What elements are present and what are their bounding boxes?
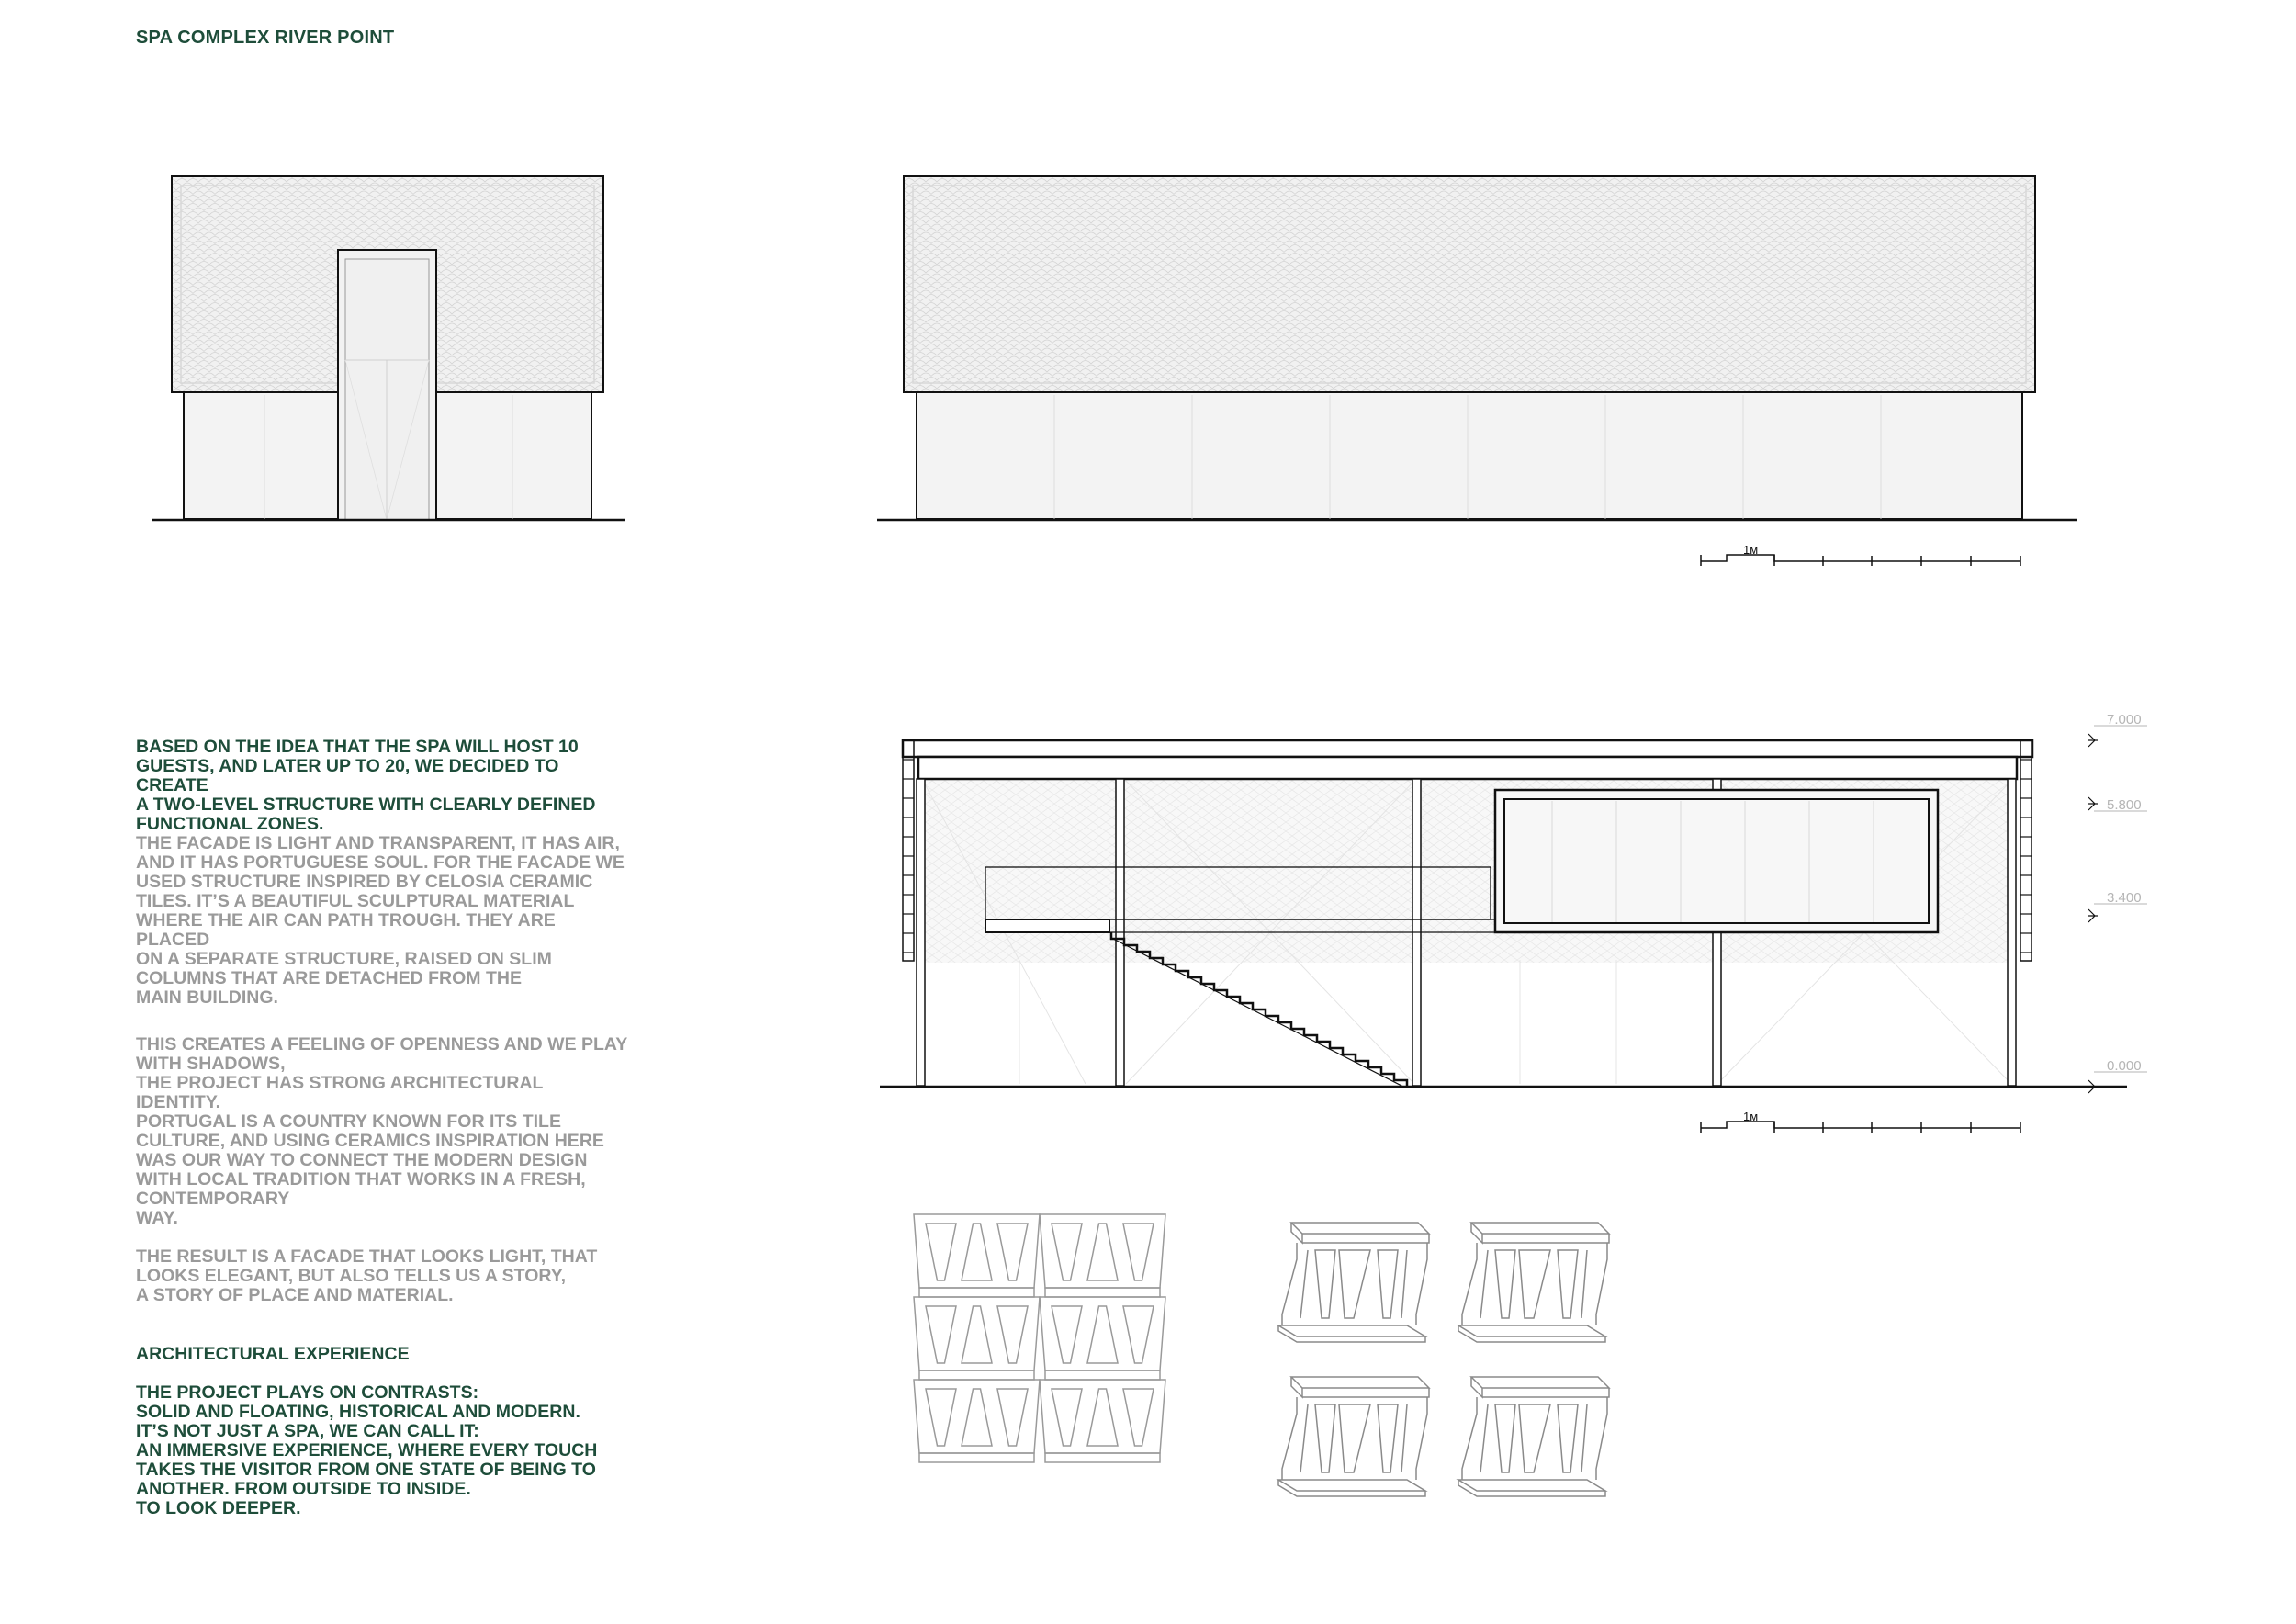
tile-cell bbox=[962, 1224, 992, 1280]
tile-cell bbox=[962, 1389, 992, 1446]
tile-block bbox=[1040, 1380, 1165, 1453]
tile-cell bbox=[997, 1389, 1028, 1446]
tile-cell bbox=[1052, 1306, 1082, 1363]
intro-text: BASED ON THE IDEA THAT THE SPA WILL HOST 10 GUESTS, AND LATER UP TO 20, WE DECIDED TO CREATE A TWO-LEVEL STRUCTURE WITH CLEARLY DEFINED FUNCTIONAL ZONES. bbox=[136, 737, 596, 834]
celosia-tile-wall bbox=[914, 1214, 1165, 1462]
section-column-left bbox=[917, 779, 925, 1086]
tile-cell bbox=[997, 1224, 1028, 1280]
tile-block-base bbox=[1045, 1288, 1160, 1297]
section-roof-slab bbox=[903, 740, 2032, 757]
front-elevation bbox=[152, 176, 625, 520]
side-base-wall bbox=[917, 390, 2022, 519]
tile-cell bbox=[926, 1306, 956, 1363]
tile-block-base bbox=[919, 1288, 1034, 1297]
result-text: THE RESULT IS A FACADE THAT LOOKS LIGHT, THAT LOOKS ELEGANT, BUT ALSO TELLS US A STORY, A STORY OF PLACE AND MATERIAL. bbox=[136, 1246, 598, 1305]
portugal-text: PORTUGAL IS A COUNTRY KNOWN FOR ITS TILE CULTURE, AND USING CERAMICS INSPIRATION HERE WAS OUR WAY TO CONNECT THE MODERN DESIGN WITH LOCAL TRADITION THAT WORKS IN A FRESH, CONTEMPORARY WAY. bbox=[136, 1111, 604, 1228]
level-label-upper: 5.800 bbox=[2107, 797, 2142, 813]
page-title: SPA COMPLEX RIVER POINT bbox=[136, 28, 395, 48]
tile-module bbox=[1278, 1223, 1429, 1342]
level-markers bbox=[2088, 712, 2147, 1093]
level-label-roof: 7.000 bbox=[2107, 712, 2142, 727]
tile-cell bbox=[962, 1306, 992, 1363]
section-landing bbox=[985, 919, 1109, 932]
tile-module bbox=[1458, 1377, 1609, 1496]
tile-block bbox=[1040, 1214, 1165, 1288]
tile-cell bbox=[1087, 1389, 1118, 1446]
scale-bar-label: 1м bbox=[1743, 543, 1759, 557]
section-right-tile-screen bbox=[2020, 740, 2032, 961]
celosia-tile-modules bbox=[1278, 1223, 1609, 1496]
tile-cell bbox=[926, 1224, 956, 1280]
tile-cell bbox=[1052, 1389, 1082, 1446]
tile-block bbox=[1040, 1297, 1165, 1370]
tile-block-base bbox=[1045, 1453, 1160, 1462]
tile-cell bbox=[1123, 1389, 1154, 1446]
tile-cell bbox=[1087, 1224, 1118, 1280]
facade-text: THE FACADE IS LIGHT AND TRANSPARENT, IT HAS AIR, AND IT HAS PORTUGUESE SOUL. FOR THE FACADE WE USED STRUCTURE INSPIRED BY CELOSIA CERAMIC TILES. IT’S A BEAUTIFUL SCULPTURAL MATERIAL WHERE THE AIR CAN PATH TROUGH. THEY ARE PLACED ON A SEPARATE STRUCTURE, RAISED ON SLIM COLUMNS THAT ARE DETACHED FROM THE MAIN BUILDING. bbox=[136, 833, 625, 1008]
tile-block-base bbox=[919, 1453, 1034, 1462]
tile-cell bbox=[1123, 1224, 1154, 1280]
section-left-tile-screen bbox=[903, 740, 914, 961]
scale-bar-label: 1м bbox=[1743, 1110, 1759, 1123]
level-label-mezzanine: 3.400 bbox=[2107, 890, 2142, 906]
side-elevation bbox=[877, 176, 2077, 520]
experience-text: THE PROJECT PLAYS ON CONTRASTS: SOLID AND FLOATING, HISTORICAL AND MODERN. IT’S NOT JUST A SPA, WE CAN CALL IT: AN IMMERSIVE EXPERIENCE, WHERE EVERY TOUCH TAKES THE VISITOR FROM ONE STATE OF BEING TO ANOTHER. FROM OUTSIDE TO INSIDE. TO LOOK DEEPER. bbox=[136, 1382, 598, 1518]
tile-cell bbox=[1087, 1306, 1118, 1363]
tile-module bbox=[1458, 1223, 1609, 1342]
scale-bar-elevation bbox=[1701, 543, 2020, 566]
tile-block-base bbox=[1045, 1370, 1160, 1380]
openness-text: THIS CREATES A FEELING OF OPENNESS AND WE PLAY WITH SHADOWS, THE PROJECT HAS STRONG ARCHITECTURAL IDENTITY. bbox=[136, 1034, 628, 1112]
building-section bbox=[880, 740, 2127, 1088]
tile-cell bbox=[1123, 1306, 1154, 1363]
section-mezzanine-box bbox=[1495, 790, 1938, 932]
tile-block bbox=[914, 1297, 1040, 1370]
tile-cell bbox=[1052, 1224, 1082, 1280]
tile-cell bbox=[997, 1306, 1028, 1363]
experience-heading-text: ARCHITECTURAL EXPERIENCE bbox=[136, 1344, 410, 1364]
tile-block bbox=[914, 1214, 1040, 1288]
scale-bar-section bbox=[1701, 1110, 2020, 1133]
section-ceiling-beam bbox=[918, 757, 2017, 779]
tile-module bbox=[1278, 1377, 1429, 1496]
tile-block-base bbox=[919, 1370, 1034, 1380]
side-tile-screen bbox=[904, 176, 2035, 392]
level-label-ground: 0.000 bbox=[2107, 1058, 2142, 1074]
tile-block bbox=[914, 1380, 1040, 1453]
section-column-right bbox=[2008, 779, 2016, 1086]
tile-cell bbox=[926, 1389, 956, 1446]
